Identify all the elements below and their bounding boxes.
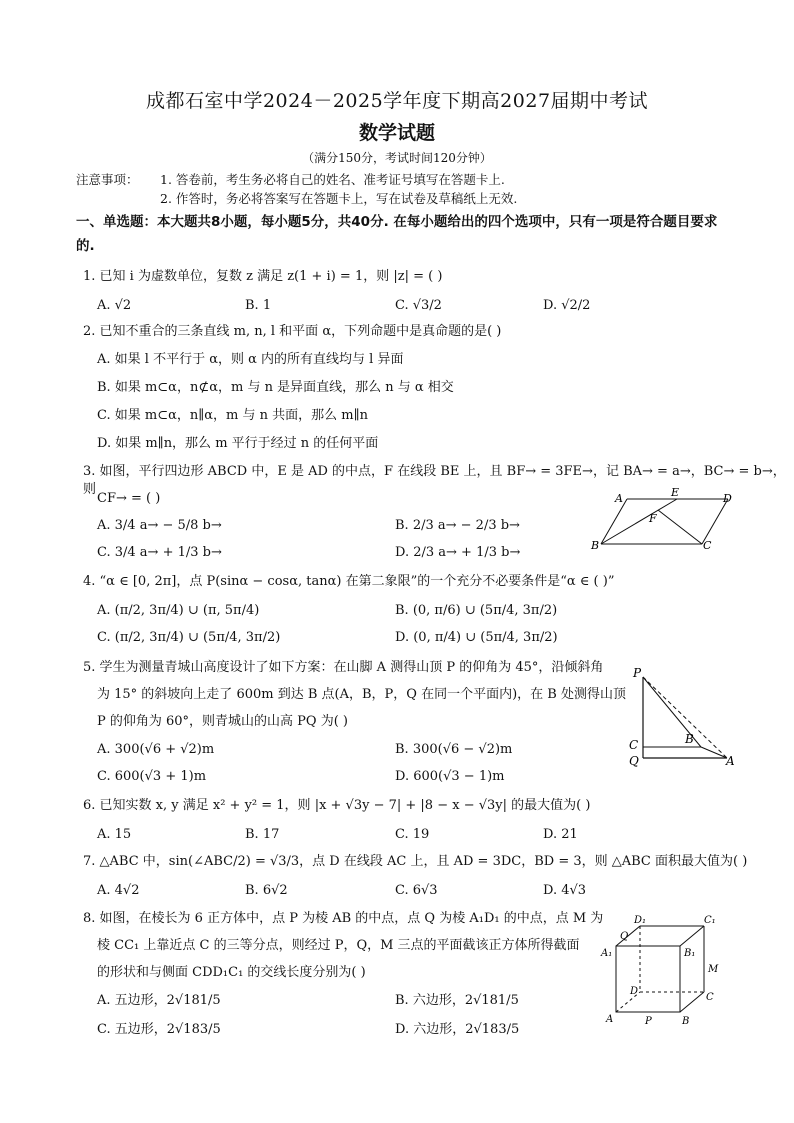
q3-stem: 3. 如图，平行四边形 ABCD 中，E 是 AD 的中点，F 在线段 BE 上，且 BF→ = 3FE→，记 BA→ = a→，BC→ = b→，则	[83, 464, 786, 497]
q3-stem-2: CF→ = ( )	[97, 491, 161, 506]
q2-stem: 2. 已知不重合的三条直线 m, n, l 和平面 α，下列命题中是真命题的是( )	[83, 324, 502, 339]
exam-subject: 数学试题	[358, 122, 435, 144]
segment-ba	[701, 747, 727, 758]
cube-figure	[598, 912, 738, 1032]
q5-stem: 5. 学生为测量青城山高度设计了如下方案：在山脚 A 测得山顶 P 的仰角为 45°，沿倾斜角	[83, 660, 604, 675]
notice-item-1: 1. 答卷前，考生务必将自己的姓名、准考证号填写在答题卡上.	[160, 172, 505, 187]
segment-be	[601, 499, 677, 544]
label-b: B	[685, 732, 694, 746]
q5-option-c: C. 600(√3 + 1)m	[97, 769, 207, 784]
label-m: M	[708, 964, 719, 975]
label-q: Q	[620, 931, 629, 942]
section-heading: 一、单选题：本大题共8小题，每小题5分，共40分. 在每小题给出的四个选项中，只有一项是符合题目要求的.	[76, 214, 718, 254]
q7-option-a: A. 4√2	[97, 883, 140, 898]
notice-label: 注意事项：	[76, 172, 139, 187]
score-info: （满分150分，考试时间120分钟）	[302, 151, 492, 165]
label-b: B	[591, 539, 600, 552]
q2-option-b: B. 如果 m⊂α，n⊄α，m 与 n 是异面直线，那么 n 与 α 相交	[97, 380, 454, 395]
segment-cf	[658, 510, 702, 544]
label-c: C	[629, 738, 639, 752]
q3-option-a: A. 3/4 a→ − 5/8 b→	[97, 518, 222, 533]
q2-option-c: C. 如果 m⊂α，n∥α，m 与 n 共面，那么 m∥n	[97, 408, 368, 423]
q8-option-a: A. 五边形，2√181/5	[97, 993, 221, 1008]
label-d: D	[630, 986, 639, 997]
label-d1: D₁	[634, 915, 647, 926]
q7-stem: 7. △ABC 中，sin(∠ABC/2) = √3/3，点 D 在线段 AC 上，且 AD = 3DC，BD = 3，则 △ABC 面积最大值为( )	[83, 854, 748, 869]
q6-option-b: B. 17	[245, 827, 280, 842]
label-q: Q	[629, 754, 639, 768]
q8-option-b: B. 六边形，2√181/5	[395, 993, 519, 1008]
q3-option-d: D. 2/3 a→ + 1/3 b→	[395, 545, 521, 560]
edge-b1c1	[680, 926, 704, 946]
edge-dc	[702, 499, 728, 544]
q8-option-d: D. 六边形，2√183/5	[395, 1022, 520, 1037]
mountain-figure	[625, 663, 740, 773]
q7-option-d: D. 4√3	[543, 883, 587, 898]
q3-option-b: B. 2/3 a→ − 2/3 b→	[395, 518, 520, 533]
front-face	[616, 946, 680, 1012]
label-b1: B₁	[684, 948, 696, 959]
q4-option-b: B. (0, π/6) ∪ (5π/4, 3π/2)	[395, 603, 558, 618]
q4-stem: 4. “α ∈ [0, 2π]，点 P(sinα − cosα, tanα) 在第二象限”的一个充分不必要条件是“α ∈ ( )”	[83, 574, 615, 589]
label-c: C	[703, 539, 712, 552]
parallelogram-figure	[585, 485, 745, 560]
q5-option-a: A. 300(√6 + √2)m	[97, 742, 215, 757]
q6-option-c: C. 19	[395, 827, 430, 842]
label-p: P	[633, 666, 642, 680]
label-p: P	[645, 1016, 652, 1027]
q1-option-a: A. √2	[97, 298, 132, 313]
notice-item-2: 2. 作答时，务必将答案写在答题卡上，写在试卷及草稿纸上无效.	[160, 191, 518, 206]
q2-option-a: A. 如果 l 不平行于 α，则 α 内的所有直线均与 l 异面	[97, 352, 404, 367]
q2-option-d: D. 如果 m∥n，那么 m 平行于经过 n 的任何平面	[97, 436, 379, 451]
q5-stem-3: P 的仰角为 60°，则青城山的山高 PQ 为( )	[97, 714, 348, 729]
edge-ab	[601, 499, 627, 544]
q8-stem: 8. 如图，在棱长为 6 正方体中，点 P 为棱 AB 的中点，点 Q 为棱 A₁D₁ 的中点，点 M 为	[83, 911, 604, 926]
q8-option-c: C. 五边形，2√183/5	[97, 1022, 221, 1037]
q4-option-d: D. (0, π/4) ∪ (5π/4, 3π/2)	[395, 630, 558, 645]
label-c: C	[706, 992, 714, 1003]
label-c1: C₁	[704, 915, 716, 926]
q1-stem: 1. 已知 i 为虚数单位，复数 z 满足 z(1 + i) = 1，则 |z| = ( )	[83, 269, 443, 284]
q1-option-d: D. √2/2	[543, 298, 591, 313]
q7-option-b: B. 6√2	[245, 883, 288, 898]
label-b: B	[682, 1016, 690, 1027]
label-a: A	[606, 1014, 614, 1025]
q1-option-b: B. 1	[245, 298, 272, 313]
q8-stem-2: 棱 CC₁ 上靠近点 C 的三等分点，则经过 P，Q，M 三点的平面截该正方体所得截面	[97, 938, 580, 953]
q8-stem-3: 的形状和与侧面 CDD₁C₁ 的交线长度分别为( )	[97, 965, 366, 980]
q7-option-c: C. 6√3	[395, 883, 438, 898]
q6-option-a: A. 15	[97, 827, 132, 842]
q6-option-d: D. 21	[543, 827, 578, 842]
q5-stem-2: 为 15° 的斜坡向上走了 600m 到达 B 点(A，B，P，Q 在同一个平面内)，在 B 处测得山顶	[97, 687, 626, 702]
edge-bc	[680, 992, 704, 1012]
label-f: F	[649, 512, 657, 525]
q5-option-b: B. 300(√6 − √2)m	[395, 742, 513, 757]
label-a: A	[615, 492, 623, 505]
q3-option-c: C. 3/4 a→ + 1/3 b→	[97, 545, 222, 560]
q4-option-a: A. (π/2, 3π/4) ∪ (π, 5π/4)	[97, 603, 260, 618]
label-a1: A₁	[601, 948, 613, 959]
label-e: E	[671, 486, 680, 499]
q5-option-d: D. 600(√3 − 1)m	[395, 769, 505, 784]
label-d: D	[723, 492, 732, 505]
exam-title: 成都石室中学2024－2025学年度下期高2027届期中考试	[145, 90, 649, 112]
q6-stem: 6. 已知实数 x, y 满足 x² + y² = 1，则 |x + √3y − 7| + |8 − x − √3y| 的最大值为( )	[83, 798, 591, 813]
q1-option-c: C. √3/2	[395, 298, 442, 313]
q4-option-c: C. (π/2, 3π/4) ∪ (5π/4, 3π/2)	[97, 630, 281, 645]
label-a: A	[726, 754, 735, 768]
